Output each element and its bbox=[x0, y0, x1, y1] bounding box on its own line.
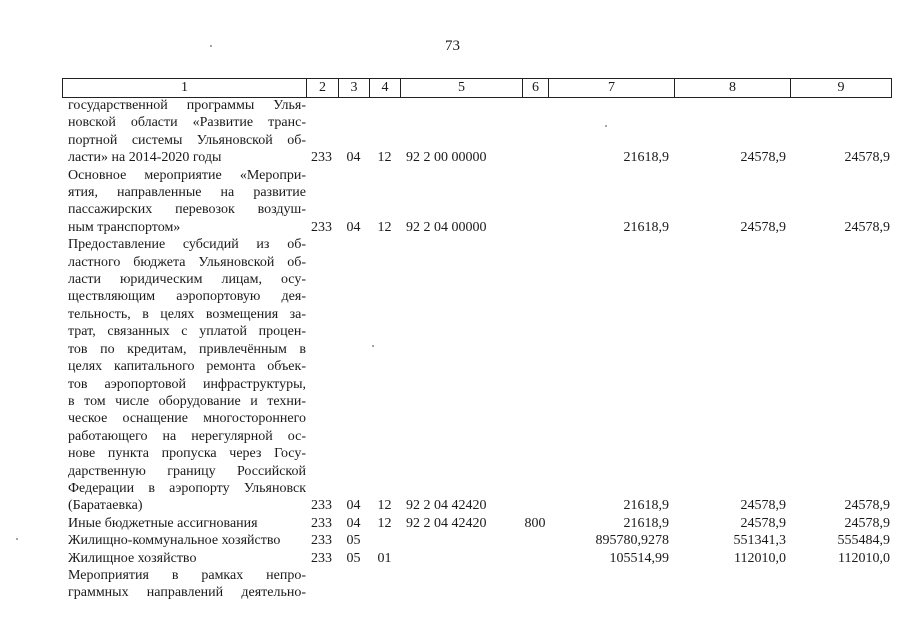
page-number: 73 bbox=[445, 38, 460, 54]
cell-c8: 24578,9 bbox=[740, 219, 786, 235]
cell-c3: 04 bbox=[346, 150, 361, 166]
description-line: ческое оснащение многостороннего bbox=[68, 411, 306, 427]
table-header bbox=[62, 78, 892, 98]
description-line: целях капитального ремонта объек- bbox=[68, 359, 306, 375]
description-line: Жилищное хозяйство bbox=[68, 550, 197, 566]
description-line: Федерации в аэропорту Ульяновск bbox=[68, 480, 306, 496]
cell-c5: 92 2 04 42420 bbox=[406, 498, 487, 514]
cell-c2: 233 bbox=[311, 219, 332, 235]
description-line: новской области «Развитие транс- bbox=[68, 115, 306, 131]
cell-c9: 24578,9 bbox=[844, 498, 890, 514]
row-description bbox=[62, 567, 306, 602]
table-row bbox=[62, 567, 890, 602]
row-description bbox=[62, 97, 306, 167]
cell-c4: 12 bbox=[377, 219, 392, 235]
cell-c6: 800 bbox=[524, 515, 546, 531]
cell-c5: 92 2 04 42420 bbox=[406, 515, 487, 531]
cell-c2: 233 bbox=[311, 515, 332, 531]
row-description bbox=[62, 167, 306, 237]
header-col-7: 7 bbox=[549, 79, 675, 97]
description-line: Мероприятия в рамках непро- bbox=[68, 567, 306, 583]
cell-c9: 555484,9 bbox=[837, 533, 890, 549]
cell-c9: 24578,9 bbox=[844, 515, 890, 531]
description-line: дарственную границу Российской bbox=[68, 463, 306, 479]
cell-c3: 04 bbox=[346, 515, 361, 531]
header-col-3: 3 bbox=[339, 79, 370, 97]
cell-c3: 04 bbox=[346, 219, 361, 235]
cell-c7: 21618,9 bbox=[623, 498, 669, 514]
description-line: ластного бюджета Ульяновской об- bbox=[68, 254, 306, 270]
cell-c4: 01 bbox=[377, 550, 392, 566]
cell-c7: 105514,99 bbox=[609, 550, 669, 566]
cell-c2: 233 bbox=[311, 150, 332, 166]
description-line: Иные бюджетные ассигнования bbox=[68, 515, 258, 531]
header-col-6: 6 bbox=[523, 79, 549, 97]
cell-c7: 895780,9278 bbox=[595, 533, 669, 549]
description-line: пассажирских перевозок воздуш- bbox=[68, 202, 306, 218]
cell-c4: 12 bbox=[377, 150, 392, 166]
table-row bbox=[62, 167, 890, 237]
cell-c4: 12 bbox=[377, 498, 392, 514]
cell-c5: 92 2 00 00000 bbox=[406, 150, 487, 166]
description-line: нове пункта пропуска через Госу- bbox=[68, 446, 306, 462]
description-line: ным транспортом» bbox=[68, 219, 181, 235]
description-line: тов по кредитам, привлечённым в bbox=[68, 341, 306, 357]
cell-c2: 233 bbox=[311, 498, 332, 514]
table-row bbox=[62, 97, 890, 167]
cell-c7: 21618,9 bbox=[623, 150, 669, 166]
cell-c8: 112010,0 bbox=[734, 550, 786, 566]
row-description bbox=[62, 532, 306, 549]
cell-c9: 112010,0 bbox=[838, 550, 890, 566]
description-line: работающего на нерегулярной ос- bbox=[68, 428, 306, 444]
cell-c7: 21618,9 bbox=[623, 515, 669, 531]
row-description bbox=[62, 236, 306, 515]
cell-c4: 12 bbox=[377, 515, 392, 531]
table-row bbox=[62, 236, 890, 515]
cell-c5: 92 2 04 00000 bbox=[406, 219, 487, 235]
cell-c3: 05 bbox=[346, 533, 361, 549]
cell-c2: 233 bbox=[311, 533, 332, 549]
cell-c9: 24578,9 bbox=[844, 219, 890, 235]
table-row bbox=[62, 550, 890, 567]
cell-c8: 24578,9 bbox=[740, 498, 786, 514]
header-col-4: 4 bbox=[370, 79, 401, 97]
row-description bbox=[62, 550, 306, 567]
cell-c8: 551341,3 bbox=[733, 533, 786, 549]
table-row bbox=[62, 515, 890, 532]
description-line: тельность, в целях возмещения за- bbox=[68, 306, 306, 322]
description-line: государственной программы Улья- bbox=[68, 98, 306, 113]
header-col-2: 2 bbox=[307, 79, 339, 97]
description-line: ласти юридическим лицам, осу- bbox=[68, 272, 306, 288]
cell-c8: 24578,9 bbox=[740, 150, 786, 166]
description-line: Основное мероприятие «Меропри- bbox=[68, 167, 306, 183]
cell-c3: 04 bbox=[346, 498, 361, 514]
description-line: граммных направлений деятельно- bbox=[68, 585, 306, 601]
description-line: в том числе оборудование и техни- bbox=[68, 393, 306, 409]
cell-c2: 233 bbox=[311, 550, 332, 566]
description-line: (Баратаевка) bbox=[68, 498, 143, 514]
header-col-8: 8 bbox=[675, 79, 791, 97]
description-line: ществляющим аэропортовую дея- bbox=[68, 289, 306, 305]
cell-c7: 21618,9 bbox=[623, 219, 669, 235]
cell-c8: 24578,9 bbox=[740, 515, 786, 531]
cell-c3: 05 bbox=[346, 550, 361, 566]
description-line: ласти» на 2014-2020 годы bbox=[68, 150, 222, 166]
description-line: Предоставление субсидий из об- bbox=[68, 237, 306, 253]
row-description bbox=[62, 515, 306, 532]
description-line: Жилищно-коммунальное хозяйство bbox=[68, 533, 281, 549]
budget-table-body bbox=[62, 97, 890, 602]
table-row bbox=[62, 532, 890, 549]
header-col-5: 5 bbox=[401, 79, 523, 97]
header-col-9: 9 bbox=[837, 80, 845, 95]
description-line: тов аэропортовой инфраструктуры, bbox=[68, 376, 306, 392]
description-line: ятия, направленные на развитие bbox=[68, 185, 306, 201]
description-line: портной системы Ульяновской об- bbox=[68, 132, 306, 148]
header-col-1: 1 bbox=[63, 79, 307, 97]
description-line: трат, связанных с уплатой процен- bbox=[68, 324, 306, 340]
cell-c9: 24578,9 bbox=[844, 150, 890, 166]
